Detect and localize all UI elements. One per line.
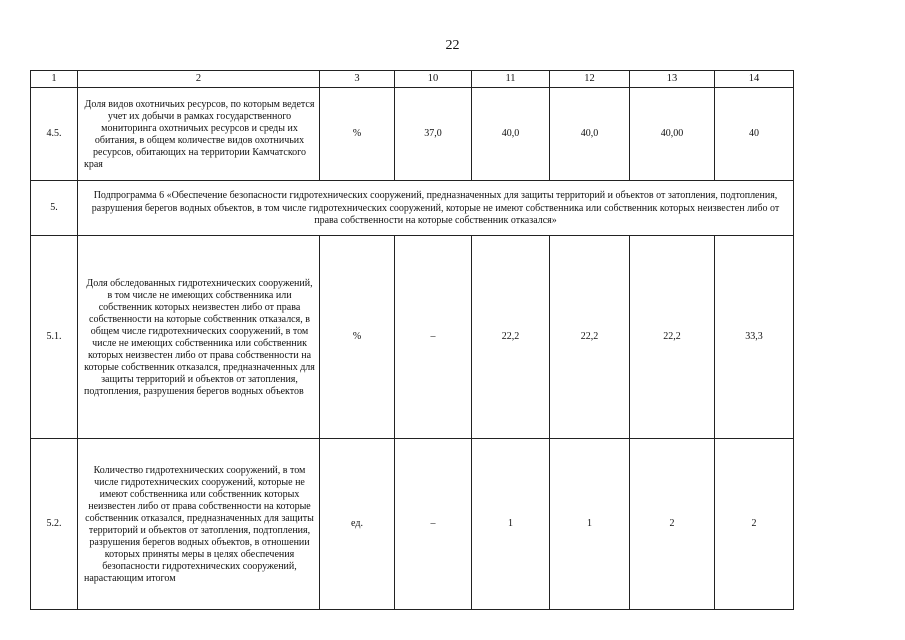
table-row xyxy=(31,439,794,610)
subprogram-title: Подпрограмма 6 «Обеспечение безопасности гидротехнических сооружений, предназначенных для защиты территорий и объектов от затопления, подтопления, разрушения берегов водных объектов, в том числе гидротехнических сооружений, которые не имеют собственника или собственник которых неизвестен либо от права собственности на которые собственник отказался» xyxy=(78,181,794,236)
indicators-table xyxy=(30,70,794,610)
value-cell: 37,0 xyxy=(395,88,472,181)
column-header: 14 xyxy=(715,71,794,88)
value-cell: 1 xyxy=(472,439,550,610)
subprogram-row xyxy=(31,181,794,236)
value-cell: 22,2 xyxy=(550,236,630,439)
column-header: 3 xyxy=(320,71,395,88)
unit-cell: % xyxy=(320,236,395,439)
value-cell: 1 xyxy=(550,439,630,610)
column-header: 11 xyxy=(472,71,550,88)
row-number: 4.5. xyxy=(31,88,78,181)
value-cell: 2 xyxy=(715,439,794,610)
value-cell: 2 xyxy=(630,439,715,610)
value-cell: 22,2 xyxy=(630,236,715,439)
column-header: 2 xyxy=(78,71,320,88)
table-header-row xyxy=(31,71,794,88)
page-number: 22 xyxy=(445,38,460,53)
unit-cell: % xyxy=(320,88,395,181)
row-number: 5.1. xyxy=(31,236,78,439)
value-cell: 40,00 xyxy=(630,88,715,181)
table-row xyxy=(31,88,794,181)
row-number: 5.2. xyxy=(31,439,78,610)
indicator-description: Доля видов охотничьих ресурсов, по которым ведется учет их добычи в рамках государственного мониторинга охотничьих ресурсов и среды их обитания, в общем количестве видов охотничьих ресурсов, обитающих на территории Камчатского края xyxy=(78,88,320,181)
indicator-description: Количество гидротехнических сооружений, в том числе гидротехнических сооружений, которые не имеют собственника или собственник которых неизвестен либо от права собственности на которые собственник отказался, предназначенных для защиты территорий и объектов от затопления, подтопления, разрушения берегов водных объектов, в отношении которых приняты меры в целях обеспечения безопасности гидротехнических сооружений, нарастающим итогом xyxy=(78,439,320,610)
indicator-description: Доля обследованных гидротехнических сооружений, в том числе не имеющих собственника или собственник которых неизвестен либо от права собственности на которые собственник отказался, в общем числе гидротехнических сооружений, в том числе не имеющих собственника или собственник которых неизвестен либо от права собственности на которые собственник отказался, предназначенных для защиты территорий и объектов от затопления, подтопления, разрушения берегов водных объектов xyxy=(78,236,320,439)
value-cell: – xyxy=(395,236,472,439)
row-number: 5. xyxy=(31,181,78,236)
value-cell: 40 xyxy=(715,88,794,181)
value-cell: – xyxy=(395,439,472,610)
value-cell: 40,0 xyxy=(472,88,550,181)
unit-cell: ед. xyxy=(320,439,395,610)
value-cell: 40,0 xyxy=(550,88,630,181)
column-header: 13 xyxy=(630,71,715,88)
column-header: 12 xyxy=(550,71,630,88)
table-row xyxy=(31,236,794,439)
value-cell: 33,3 xyxy=(715,236,794,439)
value-cell: 22,2 xyxy=(472,236,550,439)
column-header: 10 xyxy=(395,71,472,88)
column-header: 1 xyxy=(31,71,78,88)
